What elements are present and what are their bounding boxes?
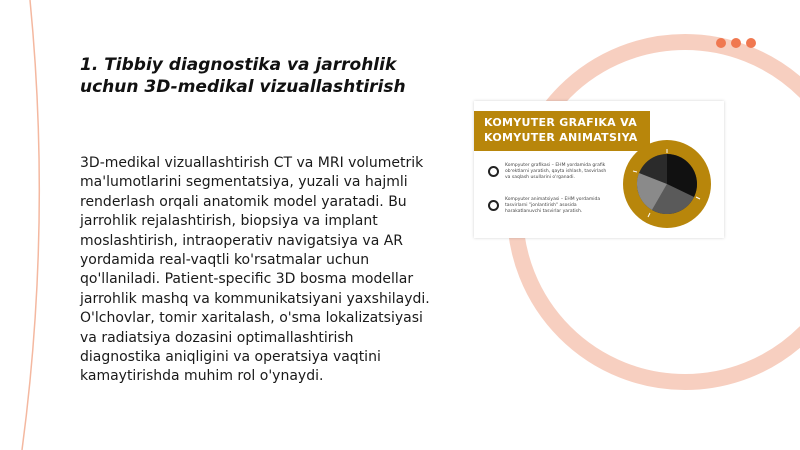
thumb-title: [484, 115, 638, 145]
thumb-title-line2: KOMYUTER ANIMATSIYA: [484, 131, 638, 144]
pie-chart-icon: [622, 139, 712, 229]
dot-icon: [746, 38, 756, 48]
dot-icon: [731, 38, 741, 48]
thumb-item-text: Kompyuter animatsiyasi – EHM yordamida tasvirlarni "jonlantirish" asosida harakatlanuvchi tasvirlar yaratish.: [505, 197, 601, 214]
thumb-list-item: [488, 197, 608, 215]
thumb-title-line1: KOMYUTER GRAFIKA VA: [484, 116, 638, 129]
menu-dots: [716, 38, 756, 48]
circle-bullet-icon: [488, 166, 499, 177]
dot-icon: [716, 38, 726, 48]
circle-bullet-icon: [488, 200, 499, 211]
slide-image: [474, 101, 724, 238]
thumb-item-text: Kompyuter grafikasi – EHM yordamida grafik obʼektlarni yaratish, qayta ishlash, tasvirlash va saqlash usullarini o'rganadi.: [505, 163, 607, 180]
slide-body: 3D-medikal vizuallashtirish CT va MRI volumetrik ma'lumotlarini segmentatsiya, yuzali va hajmli renderlash orqali anatomik model yaratadi. Bu jarrohlik rejalashtirish, biopsiya va implant moslashtirish, intraoperativ navigatsiya va AR yordamida real-vaqtli ko'rsatmalar uchun qo'llaniladi. Patient-specific 3D bosma modellar jarrohlik mashq va kommunikatsiyani yaxshilaydi. O'lchovlar, tomir xaritalash, o'sma lokalizatsiyasi va radiatsiya dozasini optimallashtirish diagnostika aniqligini va operatsiya vaqtini kamaytirishda muhim rol o'ynaydi.: [80, 155, 430, 385]
slide-title: 1. Tibbiy diagnostika va jarrohlik uchun 3D-medikal vizuallashtirish: [80, 55, 406, 97]
thumb-list-item: [488, 163, 608, 181]
